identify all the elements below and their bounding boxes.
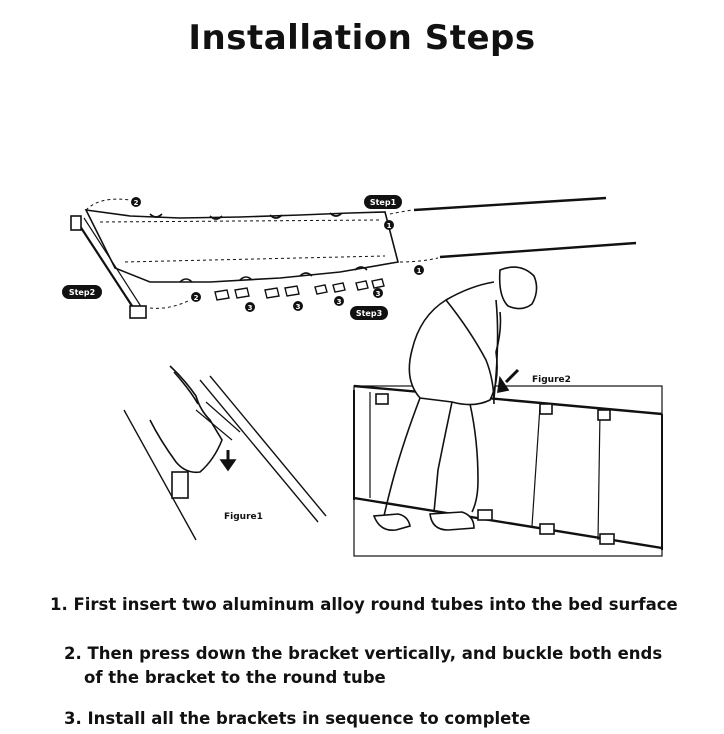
- step3-badge: [350, 306, 388, 320]
- page-title: Installation Steps: [188, 18, 536, 58]
- figure2-illustration: [354, 267, 662, 556]
- svg-text:3: 3: [336, 298, 342, 306]
- step-2-text: [64, 642, 684, 690]
- marker-3: [334, 296, 344, 306]
- marker-3: [293, 301, 303, 311]
- marker-2: [191, 292, 201, 302]
- svg-text:Step1: Step1: [369, 198, 397, 207]
- svg-text:1: 1: [386, 222, 392, 230]
- marker-3: [245, 302, 255, 312]
- bed-surface-diagram: [68, 198, 636, 318]
- step-2-line-2: of the bracket to the round tube: [84, 668, 386, 687]
- svg-text:1: 1: [416, 267, 422, 275]
- step-1-text: 1. First insert two aluminum alloy round tubes into the bed surface: [50, 595, 678, 614]
- marker-3: [373, 288, 383, 298]
- marker-1: [414, 265, 424, 275]
- svg-text:2: 2: [193, 294, 199, 302]
- step-3-text: 3. Install all the brackets in sequence to complete: [64, 709, 531, 728]
- svg-text:Step3: Step3: [355, 309, 383, 318]
- figure2-label: Figure2: [532, 375, 571, 385]
- step1-badge: [364, 195, 402, 209]
- svg-text:3: 3: [247, 304, 253, 312]
- marker-2: [131, 197, 141, 207]
- svg-text:3: 3: [295, 303, 301, 311]
- figure1-label: Figure1: [224, 512, 263, 522]
- marker-1: [384, 220, 394, 230]
- svg-text:3: 3: [375, 290, 381, 298]
- svg-text:Step2: Step2: [68, 288, 96, 297]
- svg-text:2: 2: [133, 199, 139, 207]
- step2-badge: [62, 285, 102, 299]
- step-2-line-1: 2. Then press down the bracket vertically, and buckle both ends: [64, 644, 663, 663]
